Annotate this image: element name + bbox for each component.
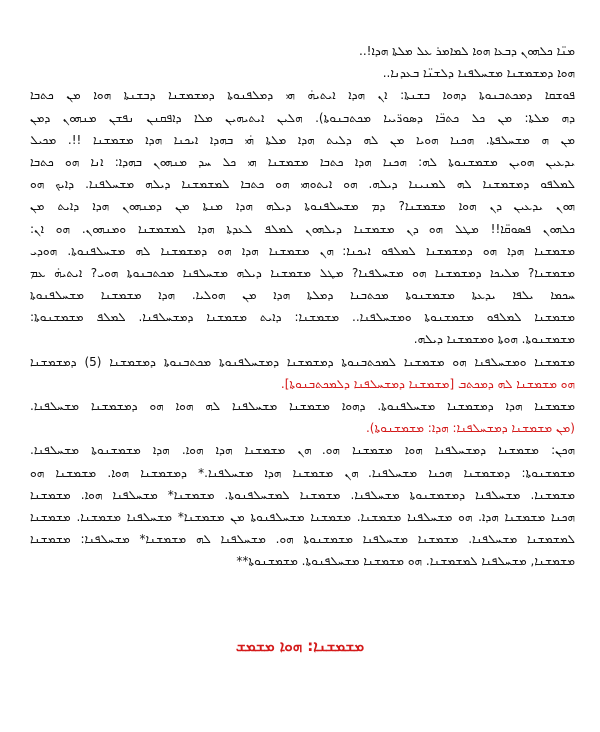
- text-line: ܡܫܡܫܢܐ. ܡܫܚܠܦܢܐ ܕܡܫܡܫܢܘܬܐ ܡܫܚܠܦܢܐ. ܡܫܡܫܢܐ ܠܡܫܚܠܦܢܘܬܐ. ܡܫܡܫܢܐ* ܡܫܚܠܦܢܐ ܗܘܐ. ܡܫܡܫܢܐ: [30, 487, 575, 502]
- text-line: ܗܟܢܐ ܡܫܡܫܢܐ ܗܕܐ. ܗܘ ܡܫܚܠܦܢܐ ܡܫܡܫܢܐ. ܡܫܡܫܢܐ ܡܫܚܠܦܢܘܬܐ ܡܢ ܡܫܡܫܢܐ* ܡܫܚܠܦܢܐ ܡܫܡܫܢܐ. ܡܫܡܫܢܐ: [30, 509, 575, 524]
- text-line: ܡܫܡܫܢܐ, ܡܫܚܠܦܢܐ ܠܡܫܡܫܢܐ. ܗܘ ܡܫܡܫܢܐ ܡܫܚܠܦܢܘܬܐ. ܡܫܡܫܢܘܬܐ**: [236, 554, 575, 569]
- highlighted-line: ܗܘ ܡܫܡܫܢܐ ܠܗ ܕܡܟܬܒ [ܡܫܡܫܢܐ ܕܡܫܚܠܦܢܐ ܕܠܡܟܬܒܢܘܬܐ].: [280, 376, 575, 391]
- text-line: ܡܢ ܗ ܡܫܚܠܦܬܐ. ܗܟܢܐ ܗܘܝܐ ܡܢ ܠܗ ܕܠܝܬ ܗܕܐ ܡܠܬܐ ܗ̇ܝ ܒܗܕܐ ܐܝܟܢܐ ܗܕܐ ܡܫܡܫܢܐ !!. ܡܟܝܠ: [30, 132, 575, 147]
- text-line: ܗܘܢ ܝܕܥܝܢ ܕܢ ܗܘܐ ܡܫܡܫܢܐ? ܕܡ ܡܫܚܠܦܢܘܬܐ ܕܝܠܗ ܗܕܐ ܡܢܬܐ ܡܢ ܕܡܢܗܘܢ ܗܕܐ ܕܐܝܬ ܡܢ: [30, 199, 575, 214]
- text-line: ܡܫܡܫܢܘܬܐ. ܗܘܬܐ ܘܡܫܡܫܢܐ ܕܝܠܗ.: [413, 332, 575, 347]
- text-line: ܡܫܡܫܢܐ ܠܡܠܦܘ ܡܫܡܫܢܘܬܐ ܘܡܫܚܠܦܢܐ.. ܡܫܡܫܢܐ: ܕܐܝܬ ܡܫܡܫܢܐ ܕܡܫܚܠܦܢܐ. ܠܡܠܦ ܡܫܡܫܢܘܬܐ:: [30, 310, 575, 325]
- signature: ܡܫܡܫܢܐ: ܗܘܐ ܡܫܡܫ: [235, 637, 365, 655]
- text-line: ܡܢ̈ܐ ܟܠܗܘܢ ܕܒܥܐ ܗܘܐ ܠܡܐܡܪ ܥܠ ܡܠܬܐ ܗܕܐ!..: [359, 44, 575, 58]
- text-line: ܦܘܫܩܐ ܕܡܟܬܒܢܘܬܐ ܕܗܘܐ ܒܫܢܬܐ: ܐܢ ܗܕܐ ܐܝܬܝܗ̇ ܗܝ ܕܡܠܦܢܘܬܐ ܕܡܫܡܫܢܐ ܕܒܫܢܬܐ ܗܘܐ ܡܢ ܟܬܒܐ: [30, 88, 575, 103]
- text-line: ܗܟܢ: ܡܫܡܫܢܐ ܕܡܫܚܠܦܢܐ ܗܘܐ ܡܫܡܫܢܐ ܗܘ. ܗܢ ܡܫܡܫܢܐ ܗܕܐ ܗܘܐ. ܗܕܐ ܡܫܡܫܢܘܬܐ ܡܫܚܠܦܢܐ.: [30, 443, 575, 458]
- text-line: ܕܗ ܡܠܬܐ: ܡܢ ܟܠ ܟܬܒ̈ܐ ܕܣܘܪ̈ܝܝܐ ܡܟܬܒܢܘܬܐ). ܗܠܝܢ ܐܝܬܝܗܝܢ ܡܠܐ ܕܐܦܩܢܢ ܢܦܫܢ ܡܢܗܘܢ ܕܡܢ: [30, 110, 575, 125]
- text-line: ܡܫܡܫܢܐ ܗܕܐ ܕܡܫܡܫܢܐ ܡܫܚܠܦܢܘܬܐ. ܕܗܘܐ ܡܫܡܫܢܐ ܡܫܚܠܦܢܐ ܠܗ ܗܘܐ ܗܘ ܕܡܫܡܫܢܐ ܡܫܚܠܦܢܐ.: [30, 399, 575, 413]
- document-body: [30, 40, 575, 573]
- text-line: ܠܡܫܡܫܢܐ ܡܫܚܠܦܢܐ. ܡܫܡܫܢܐ ܡܫܚܠܦܢܐ ܡܫܡܫܢܘܬܐ ܗܘ. ܡܫܚܠܦܢܐ ܠܗ ܡܫܡܫܢܐ* ܡܫܚܠܦܢܐ: ܡܫܡܫܢܐ: [30, 532, 575, 547]
- document-page: [30, 40, 575, 700]
- text-line: ܗܘܐ ܕܡܫܡܫܢܐ ܡܫܚܠܦܢܐ ܕܠܫܢ̈ܐ ܒܥܕܢܐ..: [382, 66, 575, 81]
- text-line: ܡܫܡܫܢܐ ܗܕܐ ܗܘ ܕܡܫܡܫܢܐ ܠܡܠܦܘ ܐܝܟܢܐ: ܗܢ ܡܫܡܫܢܐ ܗܕܐ ܗܘ ܕܡܫܡܫܢܐ ܠܗ ܡܫܚܠܦܢܘܬܐ. ܗܘܕܝ: [30, 243, 575, 258]
- highlighted-line: (ܡܢ ܡܫܡܫܢܐ ܕܡܫܚܠܦܢܐ: ܗܕܐ: ܡܫܡܫܢܘܬܐ).: [365, 421, 575, 436]
- text-line: ܟܠܗܘܢ ܦܣܘܩ̈ܐ!! ܡܛܠ ܗܘ ܕܢ ܡܫܡܫܢܐ ܕܝܠܗܘܢ ܠܡܠܦ ܠܥܕܬܐ ܗܕܐ ܠܡܫܡܫܢܐ ܘܡܢܗܘܢ. ܗܘ ܐܢ:: [30, 221, 575, 236]
- text-line: ܚܟܡܐ ܝܠܦܐ ܝܕܥܬܐ ܡܫܡܫܢܘܬܐ ܡܟܬܒܢܐ ܕܡܠܬܐ ܗܕܐ ܡܢ ܗܘܠܝܐ. ܗܕܐ ܡܫܡܫܢܐ ܡܫܚܠܦܢܘܬܐ: [30, 288, 575, 303]
- text-line: ܡܫܡܫܢܐ? ܡܠܝܟܐ ܕܡܫܡܫܢܐ ܗܘ ܡܫܚܠܦܢܐ? ܡܛܠ ܡܫܡܫܢܐ ܕܝܠܗ ܡܫܚܠܦܢܐ ܡܟܬܒܢܘܬܐ ܗܘܝ? ܐܝܬܝܗ̇ ܥܡ: [30, 265, 575, 280]
- text-line: ܡܫܡܫܢܐ ܘܡܫܚܠܦܢܐ ܗܘ ܡܫܡܫܢܐ ܠܡܟܬܒܢܘܬܐ ܕܡܫܡܫܢܐ ܕܡܫܚܠܦܢܘܬܐ ܡܟܬܒܢܘܬܐ ܕܡܫܡܫܢܐ (5) ܕܡܫܡܫܢܐ: [30, 354, 575, 369]
- text-line: ܝܕܥܝܢ ܗܘܝܢ ܡܫܡܫܢܘܬܐ ܠܗ: ܗܟܢܐ ܗܕܐ ܟܬܒܐ ܡܫܡܫܢܐ ܗܝ ܟܠ ܚܕ ܡܢܗܘܢ ܒܗܕܐ: ܐܢܐ ܗܘ ܟܬܒܐ: [30, 154, 575, 169]
- text-line: ܡܫܡܫܢܘܬܐ: ܕܡܫܡܫܢܐ ܗܟܢܐ ܡܫܚܠܦܢܐ. ܗܢ ܡܫܡܫܢܐ ܗܕܐ ܡܫܚܠܦܢܐ.* ܕܡܫܡܫܢܐ ܗܘܐ. ܡܫܡܫܢܐ ܗܘ: [30, 465, 575, 480]
- text-line: ܠܡܠܦܘ ܕܡܫܡܫܢܐ ܠܗ ܠܡܢܝܢܐ ܕܝܠܗ. ܗܘ ܐܝܬܘܗܝ ܗܘ ܟܬܒܐ ܠܡܫܡܫܢܐ ܕܝܠܗ ܡܫܚܠܦܢܐ. ܕܐܝܟ ܗܘ: [30, 177, 575, 192]
